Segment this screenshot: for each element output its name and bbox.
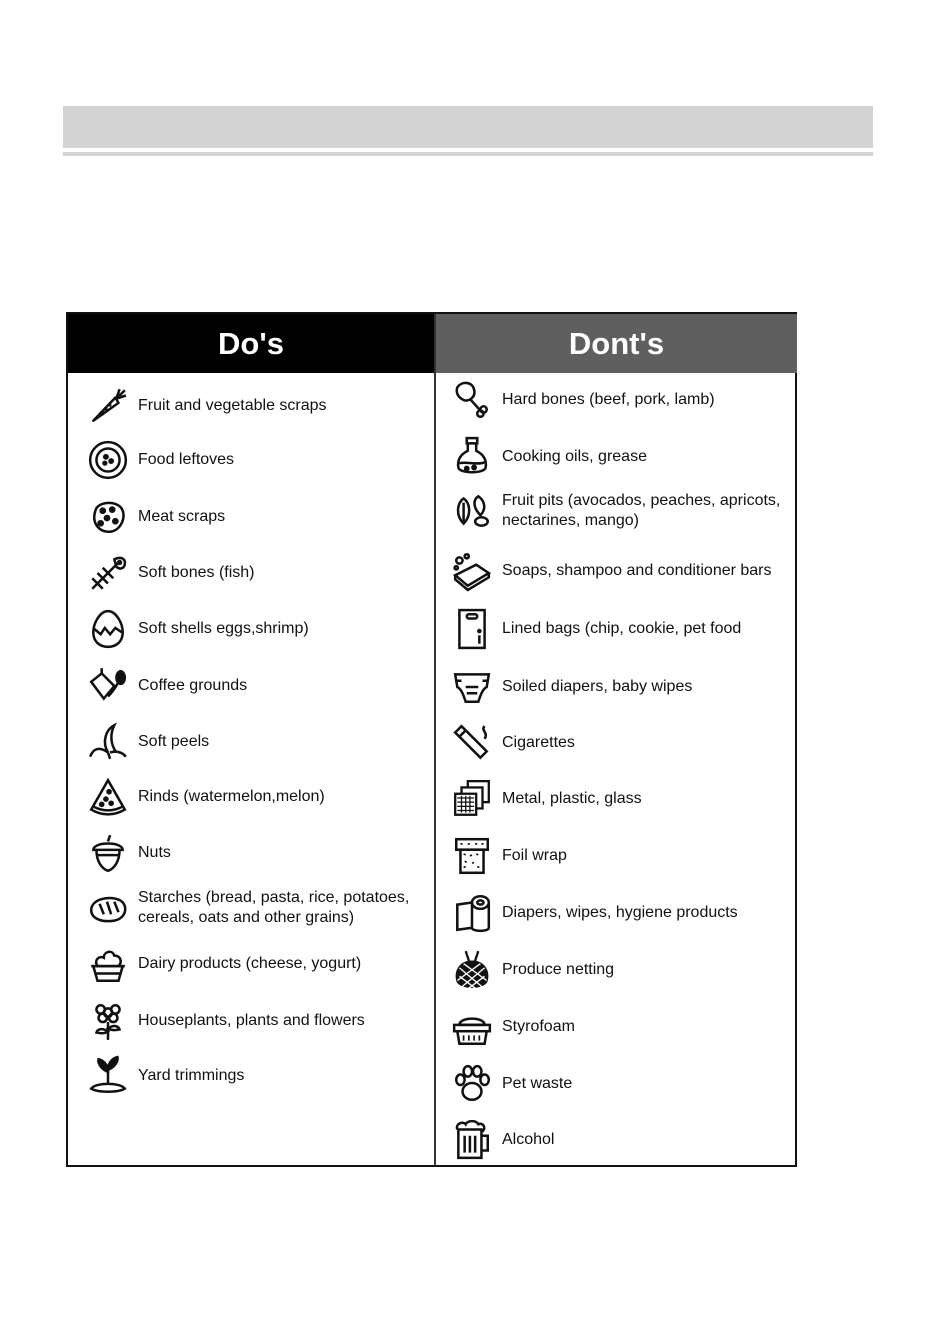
carrot-icon [86, 384, 130, 428]
dos-item-meat [86, 495, 225, 539]
dos-item-shells [86, 607, 309, 651]
oil-bottle-icon [450, 435, 494, 479]
meat-icon [86, 495, 130, 539]
dos-item-label: Soft peels [138, 733, 210, 750]
donts-item-fruit-pits [450, 489, 780, 533]
header-rule [63, 152, 873, 156]
yogurt-icon [86, 942, 130, 986]
dos-item-coffee [86, 664, 247, 708]
dos-header: Do's [68, 314, 434, 373]
donts-item-label: Cigarettes [502, 734, 575, 751]
dos-item-label: Soft shells eggs,shrimp) [138, 620, 309, 637]
dos-item-label: Rinds (watermelon,melon) [138, 788, 325, 805]
donts-item-label: Cooking oils, grease [502, 448, 647, 465]
donts-item-label: Styrofoam [502, 1018, 575, 1035]
donts-item-soiled-diapers [450, 665, 692, 709]
dos-item-label: Meat scraps [138, 508, 226, 525]
dos-item-label: Coffee grounds [138, 677, 248, 694]
watermelon-icon [86, 775, 130, 819]
donts-item-foil [450, 834, 567, 878]
donts-item-pet-waste [450, 1062, 572, 1106]
dos-item-dairy [86, 942, 361, 986]
donts-item-lined-bags [450, 607, 741, 651]
donts-item-label: Soaps, shampoo and conditioner bars [502, 562, 772, 579]
donts-item-styrofoam [450, 1005, 575, 1049]
dos-item-plants [86, 999, 365, 1043]
flower-icon [86, 999, 130, 1043]
donts-item-soaps [450, 549, 772, 593]
dos-item-starches [86, 886, 409, 930]
dos-item-label: Fruit and vegetable scraps [138, 397, 327, 414]
donts-item-label: Fruit pits (avocados, peaches, apricots, nectarines, mango) [502, 492, 781, 529]
dos-item-label: Nuts [138, 844, 171, 861]
donts-item-label: Produce netting [502, 961, 615, 978]
donts-item-hard-bones [450, 378, 715, 422]
dos-item-yard [86, 1054, 244, 1098]
fruit-pit-icon [450, 489, 494, 533]
netting-icon [450, 948, 494, 992]
dos-item-nuts [86, 831, 171, 875]
plate-icon [86, 438, 130, 482]
donts-item-label: Alcohol [502, 1131, 555, 1148]
header-bar [63, 106, 873, 148]
dos-item-rinds [86, 775, 325, 819]
donts-item-label: Soiled diapers, baby wipes [502, 678, 693, 695]
donts-item-label: Foil wrap [502, 847, 567, 864]
donts-item-materials [450, 777, 642, 821]
foil-icon [450, 834, 494, 878]
bag-icon [450, 607, 494, 651]
dos-item-leftovers [86, 438, 234, 482]
donts-item-cigarettes [450, 721, 575, 765]
drumstick-icon [450, 378, 494, 422]
diaper-icon [450, 665, 494, 709]
donts-item-alcohol [450, 1118, 554, 1162]
donts-header: Dont's [436, 314, 797, 373]
dos-item-label: Yard trimmings [138, 1067, 245, 1084]
dos-item-label: Dairy products (cheese, yogurt) [138, 955, 362, 972]
coffee-bag-icon [86, 664, 130, 708]
acorn-icon [86, 831, 130, 875]
beer-mug-icon [450, 1118, 494, 1162]
fish-bone-icon [86, 551, 130, 595]
donts-item-netting [450, 948, 614, 992]
dos-item-peels [86, 720, 209, 764]
column-divider [434, 314, 436, 1165]
paw-icon [450, 1062, 494, 1106]
dos-item-fruit-veg [86, 384, 327, 428]
soap-icon [450, 549, 494, 593]
paper-roll-icon [450, 891, 494, 935]
dos-item-label: Soft bones (fish) [138, 564, 255, 581]
dos-item-label: Starches (bread, pasta, rice, potatoes, cereals, oats and other grains) [138, 889, 410, 926]
donts-item-label: Hard bones (beef, pork, lamb) [502, 391, 715, 408]
dos-item-label: Houseplants, plants and flowers [138, 1012, 365, 1029]
egg-shell-icon [86, 607, 130, 651]
sprout-icon [86, 1054, 130, 1098]
donts-item-hygiene [450, 891, 738, 935]
donts-item-label: Pet waste [502, 1075, 573, 1092]
donts-item-label: Metal, plastic, glass [502, 790, 642, 807]
donts-item-label: Diapers, wipes, hygiene products [502, 904, 738, 921]
donts-item-label: Lined bags (chip, cookie, pet food [502, 620, 742, 637]
bread-icon [86, 886, 130, 930]
takeout-box-icon [450, 1005, 494, 1049]
banana-peel-icon [86, 720, 130, 764]
materials-icon [450, 777, 494, 821]
donts-item-oils [450, 435, 647, 479]
dos-item-label: Food leftoves [138, 451, 235, 468]
dos-item-fish-bones [86, 551, 255, 595]
cigarette-icon [450, 721, 494, 765]
dos-donts-table [66, 312, 797, 1167]
